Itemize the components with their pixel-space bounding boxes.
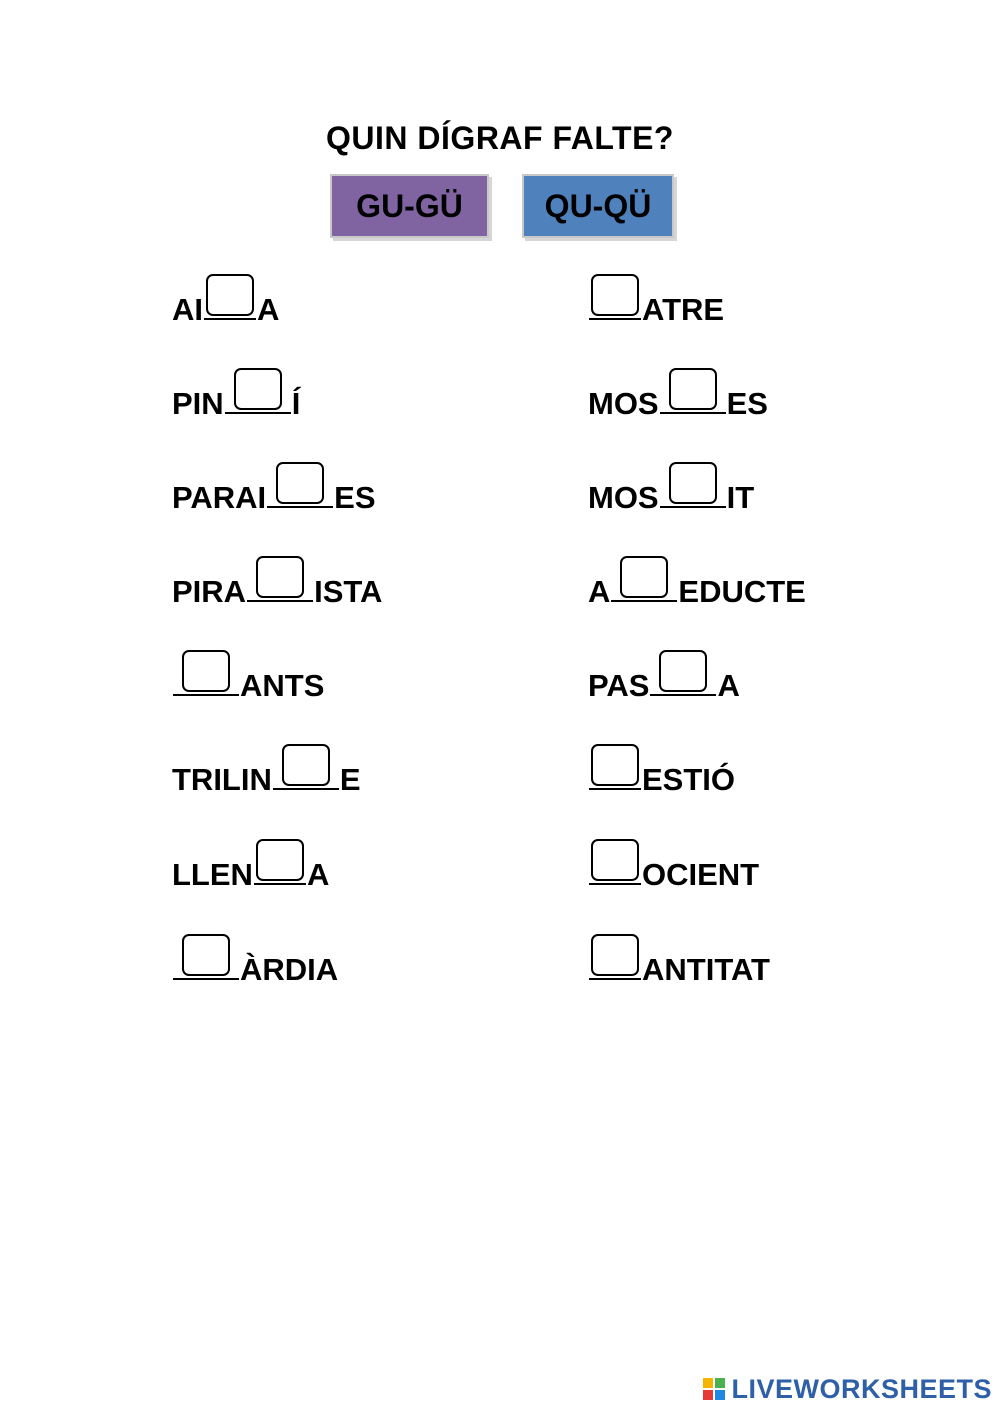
answer-box[interactable] [591, 839, 639, 881]
word-prefix: AI [172, 292, 203, 327]
answer-box[interactable] [206, 274, 254, 316]
answer-box[interactable] [669, 368, 717, 410]
answer-box[interactable] [256, 839, 304, 881]
answer-blank [225, 388, 291, 414]
word-prefix: PAS [588, 668, 650, 703]
answer-box[interactable] [282, 744, 330, 786]
exercise-item-right-6 [588, 760, 735, 800]
word-suffix: ANTS [240, 668, 325, 703]
answer-box[interactable] [591, 274, 639, 316]
word-prefix: LLEN [172, 857, 253, 892]
answer-blank [650, 670, 716, 696]
exercise-item-left-5 [172, 666, 324, 706]
word-prefix: MOS [588, 386, 659, 421]
word-prefix: A [588, 574, 611, 609]
answer-blank [247, 576, 313, 602]
answer-box[interactable] [669, 462, 717, 504]
exercise-item-left-8 [172, 950, 338, 990]
word-suffix: A [257, 292, 280, 327]
word-suffix: OCIENT [642, 857, 760, 892]
answer-blank [204, 294, 256, 320]
word-suffix: ANTITAT [642, 952, 770, 987]
option-chip-gu [330, 174, 489, 238]
answer-box[interactable] [620, 556, 668, 598]
exercise-item-left-1 [172, 290, 279, 330]
word-suffix: ISTA [314, 574, 383, 609]
answer-blank [173, 954, 239, 980]
answer-blank [660, 388, 726, 414]
exercise-item-left-7 [172, 855, 329, 895]
answer-box[interactable] [182, 650, 230, 692]
answer-box[interactable] [234, 368, 282, 410]
word-suffix: A [717, 668, 740, 703]
exercise-item-left-6 [172, 760, 361, 800]
answer-blank [589, 859, 641, 885]
word-suffix: ES [334, 480, 376, 515]
word-suffix: ES [726, 386, 768, 421]
answer-blank [589, 764, 641, 790]
word-prefix: MOS [588, 480, 659, 515]
exercise-item-left-2 [172, 384, 300, 424]
word-suffix: EDUCTE [678, 574, 806, 609]
exercise-item-right-8 [588, 950, 770, 990]
liveworksheets-logo-icon [703, 1378, 727, 1402]
exercise-item-right-7 [588, 855, 759, 895]
word-prefix: TRILIN [172, 762, 272, 797]
answer-blank [267, 482, 333, 508]
answer-blank [254, 859, 306, 885]
option-chip-qu [522, 174, 674, 238]
word-suffix: ESTIÓ [642, 762, 736, 797]
exercise-item-right-5 [588, 666, 740, 706]
exercise-item-right-2 [588, 384, 768, 424]
answer-blank [660, 482, 726, 508]
option-label-gu: GU-GÜ [356, 187, 463, 224]
exercise-item-left-3 [172, 478, 376, 518]
exercise-item-right-1 [588, 290, 724, 330]
footer-brand [703, 1374, 992, 1405]
answer-box[interactable] [256, 556, 304, 598]
answer-box[interactable] [591, 934, 639, 976]
word-suffix: ÀRDIA [240, 952, 339, 987]
answer-blank [173, 670, 239, 696]
word-suffix: Í [291, 386, 301, 421]
word-prefix: PARAI [172, 480, 267, 515]
word-suffix: E [339, 762, 361, 797]
answer-blank [611, 576, 677, 602]
word-prefix: PIN [172, 386, 224, 421]
answer-box[interactable] [659, 650, 707, 692]
option-label-qu: QU-QÜ [544, 187, 652, 224]
answer-box[interactable] [276, 462, 324, 504]
page-title: QUIN DÍGRAF FALTE? [326, 120, 674, 156]
answer-blank [273, 764, 339, 790]
word-suffix: A [306, 857, 330, 892]
exercise-item-right-4 [588, 572, 806, 612]
brand-name[interactable]: LIVEWORKSHEETS [731, 1374, 992, 1404]
word-prefix: PIRA [172, 574, 247, 609]
answer-blank [589, 294, 641, 320]
exercise-item-right-3 [588, 478, 754, 518]
answer-box[interactable] [182, 934, 230, 976]
word-suffix: ATRE [642, 292, 725, 327]
answer-box[interactable] [591, 744, 639, 786]
answer-blank [589, 954, 641, 980]
exercise-item-left-4 [172, 572, 382, 612]
word-suffix: IT [726, 480, 755, 515]
